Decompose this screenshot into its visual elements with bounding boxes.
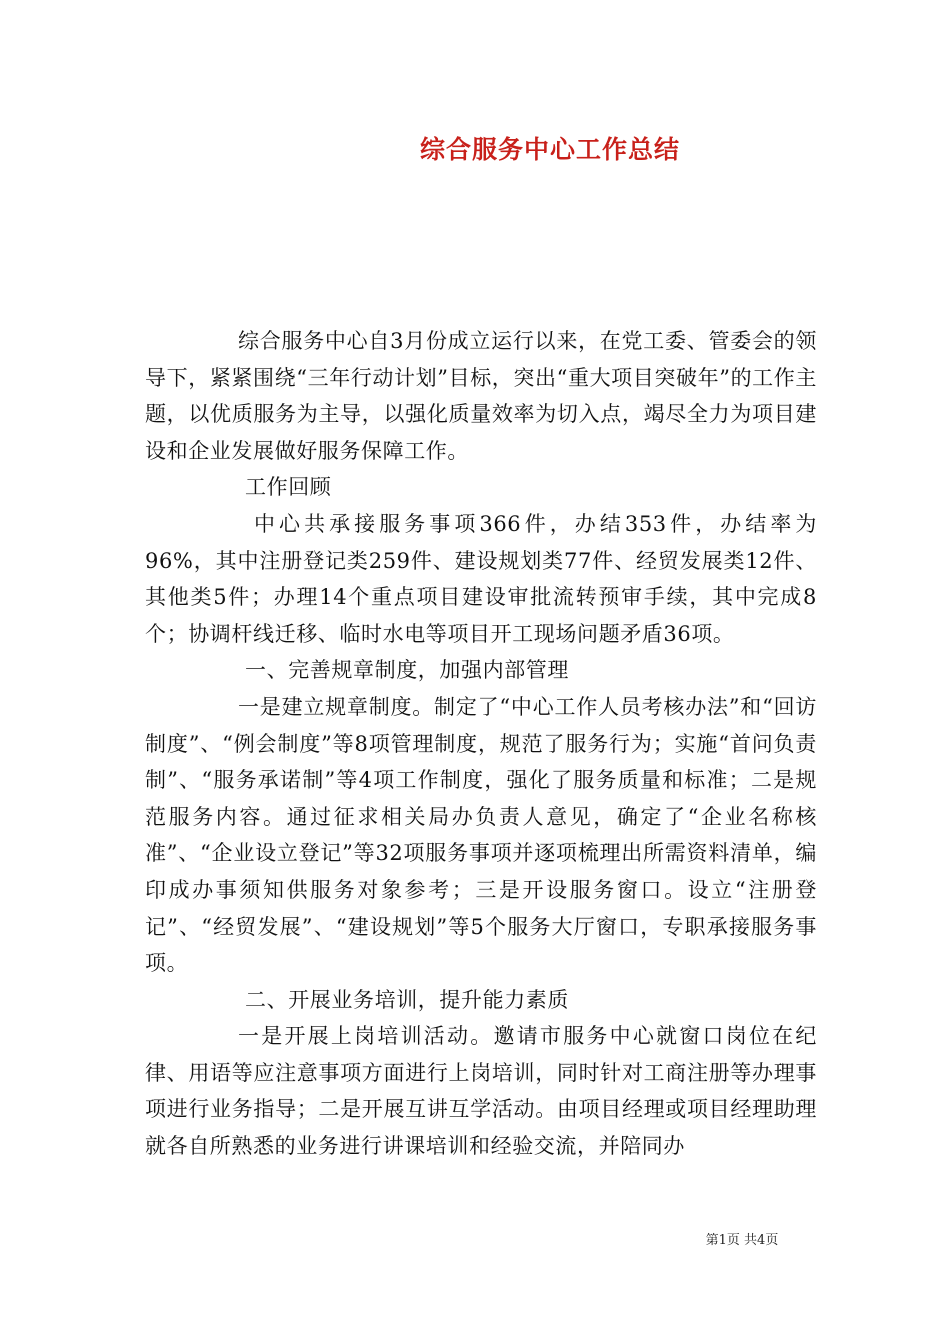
section-heading-rules: 一、完善规章制度，加强内部管理 bbox=[245, 658, 569, 683]
page-number-footer: 第1页 共4页 bbox=[705, 1233, 779, 1248]
intro-paragraph: 综合服务中心自3月份成立运行以来，在党工委、管委会的领导下，紧紧围绕“三年行动计划”目标，突出“重大项目突破年”的工作主题，以优质服务为主导，以强化质量效率为切入点，竭尽全力为项目建设和企业发展做好服务保障工作。 bbox=[145, 329, 817, 463]
section-heading-review: 工作回顾 bbox=[245, 475, 332, 500]
stats-paragraph: 中心共承接服务事项366件，办结353件，办结率为96%，其中注册登记类259件、建设规划类77件、经贸发展类12件、其他类5件；办理14个重点项目建设审批流转预审手续，其中完成8个；协调杆线迁移、临时水电等项目开工现场问题矛盾36项。 bbox=[145, 511, 817, 646]
document-body bbox=[145, 323, 817, 1165]
document-title: 综合服务中心工作总结 bbox=[419, 135, 680, 164]
training-paragraph: 一是开展上岗培训活动。邀请市服务中心就窗口岗位在纪律、用语等应注意事项方面进行上岗培训，同时针对工商注册等办理事项进行业务指导；二是开展互讲互学活动。由项目经理或项目经理助理就各自所熟悉的业务进行讲课培训和经验交流，并陪同办 bbox=[145, 1024, 817, 1159]
rules-paragraph: 一是建立规章制度。制定了“中心工作人员考核办法”和“回访制度”、“例会制度”等8项管理制度，规范了服务行为；实施“首问负责制”、“服务承诺制”等4项工作制度，强化了服务质量和标准；二是规范服务内容。通过征求相关局办负责人意见，确定了“企业名称核准”、“企业设立登记”等32项服务事项并逐项梳理出所需资料清单，编印成办事须知供服务对象参考；三是开设服务窗口。设立“注册登记”、“经贸发展”、“建设规划”等5个服务大厅窗口，专职承接服务事项。 bbox=[145, 694, 817, 976]
section-heading-training: 二、开展业务培训，提升能力素质 bbox=[245, 987, 569, 1012]
